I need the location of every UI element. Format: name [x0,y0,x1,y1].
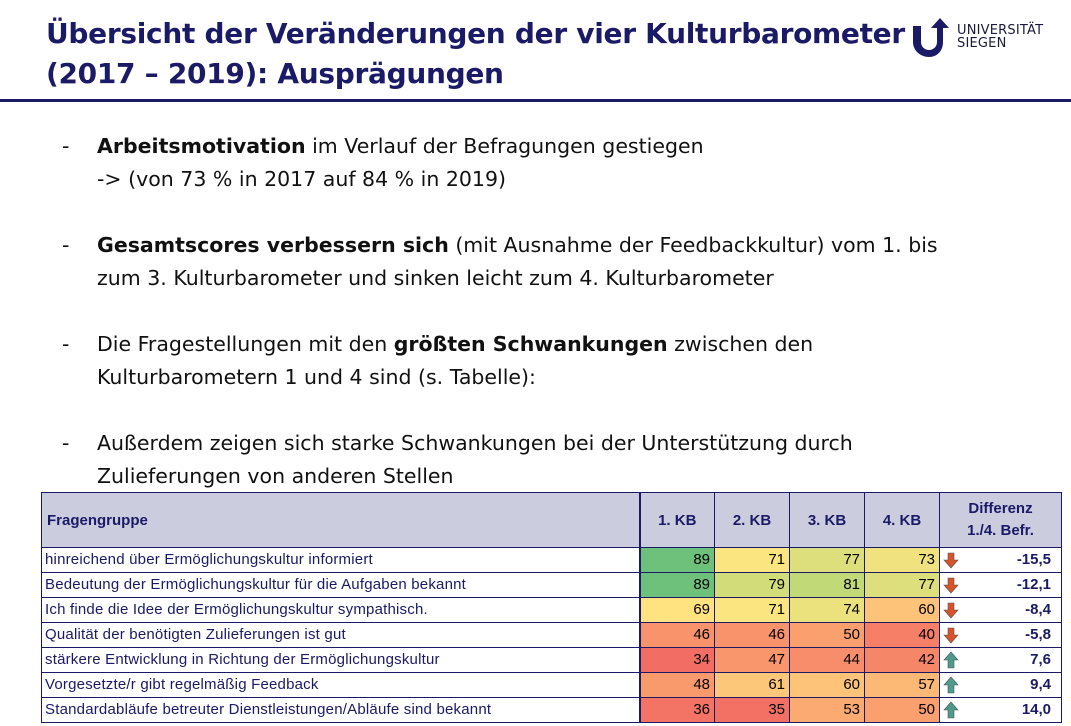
row-value-kb3: 44 [790,648,865,673]
table-body [42,548,1062,723]
row-value-kb1: 69 [640,598,715,623]
row-value-kb3: 60 [790,673,865,698]
university-logo [911,14,1061,64]
row-value-kb4: 73 [865,548,940,573]
table-row [42,623,1062,648]
bullet-text: im Verlauf der Befragungen gestiegen [305,134,704,158]
logo-text-line-2: SIEGEN [957,36,1007,51]
row-value-kb3: 74 [790,598,865,623]
row-question: Bedeutung der Ermöglichungskultur für die Aufgaben bekannt [42,573,640,598]
table-row [42,698,1062,723]
bullet-line-2: zum 3. Kulturbarometer und sinken leicht zum 4. Kulturbarometer [97,266,774,290]
bullet-bold: Arbeitsmotivation [97,134,306,158]
header-diff-line-1: Differenz [968,500,1033,517]
bullet-item [62,229,1052,295]
trend-up-icon [940,648,962,673]
bullet-line-2: Kulturbarometern 1 und 4 sind (s. Tabelle): [97,365,536,389]
table-row [42,598,1062,623]
row-difference: -8,4 [962,598,1062,623]
row-difference: -5,8 [962,623,1062,648]
bullet-line-2: -> (von 73 % in 2017 auf 84 % in 2019) [97,167,507,191]
row-question: Ich finde die Idee der Ermöglichungskultur sympathisch. [42,598,640,623]
row-value-kb2: 47 [715,648,790,673]
row-value-kb4: 57 [865,673,940,698]
row-value-kb2: 71 [715,598,790,623]
bullet-pre: Außerdem zeigen sich starke Schwankungen bei der Unterstützung durch [97,431,853,455]
bullet-text: (mit Ausnahme der Feedbackkultur) vom 1. bis [448,233,938,257]
page-title-line-1: Übersicht der Veränderungen der vier Kulturbarometer [46,17,905,50]
trend-down-icon [940,548,962,573]
row-difference: -12,1 [962,573,1062,598]
bullet-pre: Die Fragestellungen mit den [97,332,394,356]
row-value-kb4: 77 [865,573,940,598]
trend-up-icon [940,673,962,698]
row-difference: 9,4 [962,673,1062,698]
header-kb3: 3. KB [790,493,865,548]
row-value-kb2: 79 [715,573,790,598]
page-title-line-2: (2017 – 2019): Ausprägungen [46,57,504,90]
bullet-dash: - [62,332,70,356]
row-difference: 7,6 [962,648,1062,673]
row-value-kb1: 89 [640,548,715,573]
row-value-kb1: 36 [640,698,715,723]
header-kb1: 1. KB [640,493,715,548]
header-fragengruppe: Fragengruppe [42,493,640,548]
row-question: Standardabläufe betreuter Dienstleistungen/Abläufe sind bekannt [42,698,640,723]
header-differenz [940,493,1062,548]
row-value-kb4: 40 [865,623,940,648]
table-header-row [42,493,1062,548]
header-kb2: 2. KB [715,493,790,548]
row-difference: -15,5 [962,548,1062,573]
row-value-kb2: 35 [715,698,790,723]
bullet-item [62,328,1052,394]
row-value-kb4: 50 [865,698,940,723]
row-value-kb1: 46 [640,623,715,648]
row-value-kb3: 53 [790,698,865,723]
table-row [42,648,1062,673]
row-value-kb1: 48 [640,673,715,698]
bullet-dash: - [62,134,70,158]
row-value-kb3: 77 [790,548,865,573]
row-value-kb2: 46 [715,623,790,648]
row-value-kb3: 50 [790,623,865,648]
bullet-list [62,130,1052,526]
row-value-kb4: 60 [865,598,940,623]
bullet-item [62,130,1052,196]
row-value-kb2: 61 [715,673,790,698]
row-question: Qualität der benötigten Zulieferungen ist gut [42,623,640,648]
row-question: Vorgesetzte/r gibt regelmäßig Feedback [42,673,640,698]
row-value-kb4: 42 [865,648,940,673]
table-row [42,673,1062,698]
bullet-text: zwischen den [667,332,814,356]
bullet-dash: - [62,431,70,455]
row-value-kb2: 71 [715,548,790,573]
bullet-bold: größten Schwankungen [393,332,668,356]
results-table [41,492,1062,723]
bullet-line-2: Zulieferungen von anderen Stellen [97,464,454,488]
row-difference: 14,0 [962,698,1062,723]
trend-down-icon [940,598,962,623]
table-row [42,548,1062,573]
row-value-kb3: 81 [790,573,865,598]
page-title [46,14,906,94]
row-question: hinreichend über Ermöglichungskultur informiert [42,548,640,573]
bullet-item [62,427,1052,493]
row-value-kb1: 34 [640,648,715,673]
header-kb4: 4. KB [865,493,940,548]
row-question: stärkere Entwicklung in Richtung der Ermöglichungskultur [42,648,640,673]
trend-up-icon [940,698,962,723]
bullet-bold: Gesamtscores verbessern sich [97,233,449,257]
trend-down-icon [940,623,962,648]
trend-down-icon [940,573,962,598]
row-value-kb1: 89 [640,573,715,598]
bullet-dash: - [62,233,70,257]
header-diff-line-2: 1./4. Befr. [967,522,1034,539]
logo-text-line-1: UNIVERSITÄT [957,23,1044,38]
title-divider [0,99,1071,102]
table-row [42,573,1062,598]
university-logo-icon [911,16,951,58]
